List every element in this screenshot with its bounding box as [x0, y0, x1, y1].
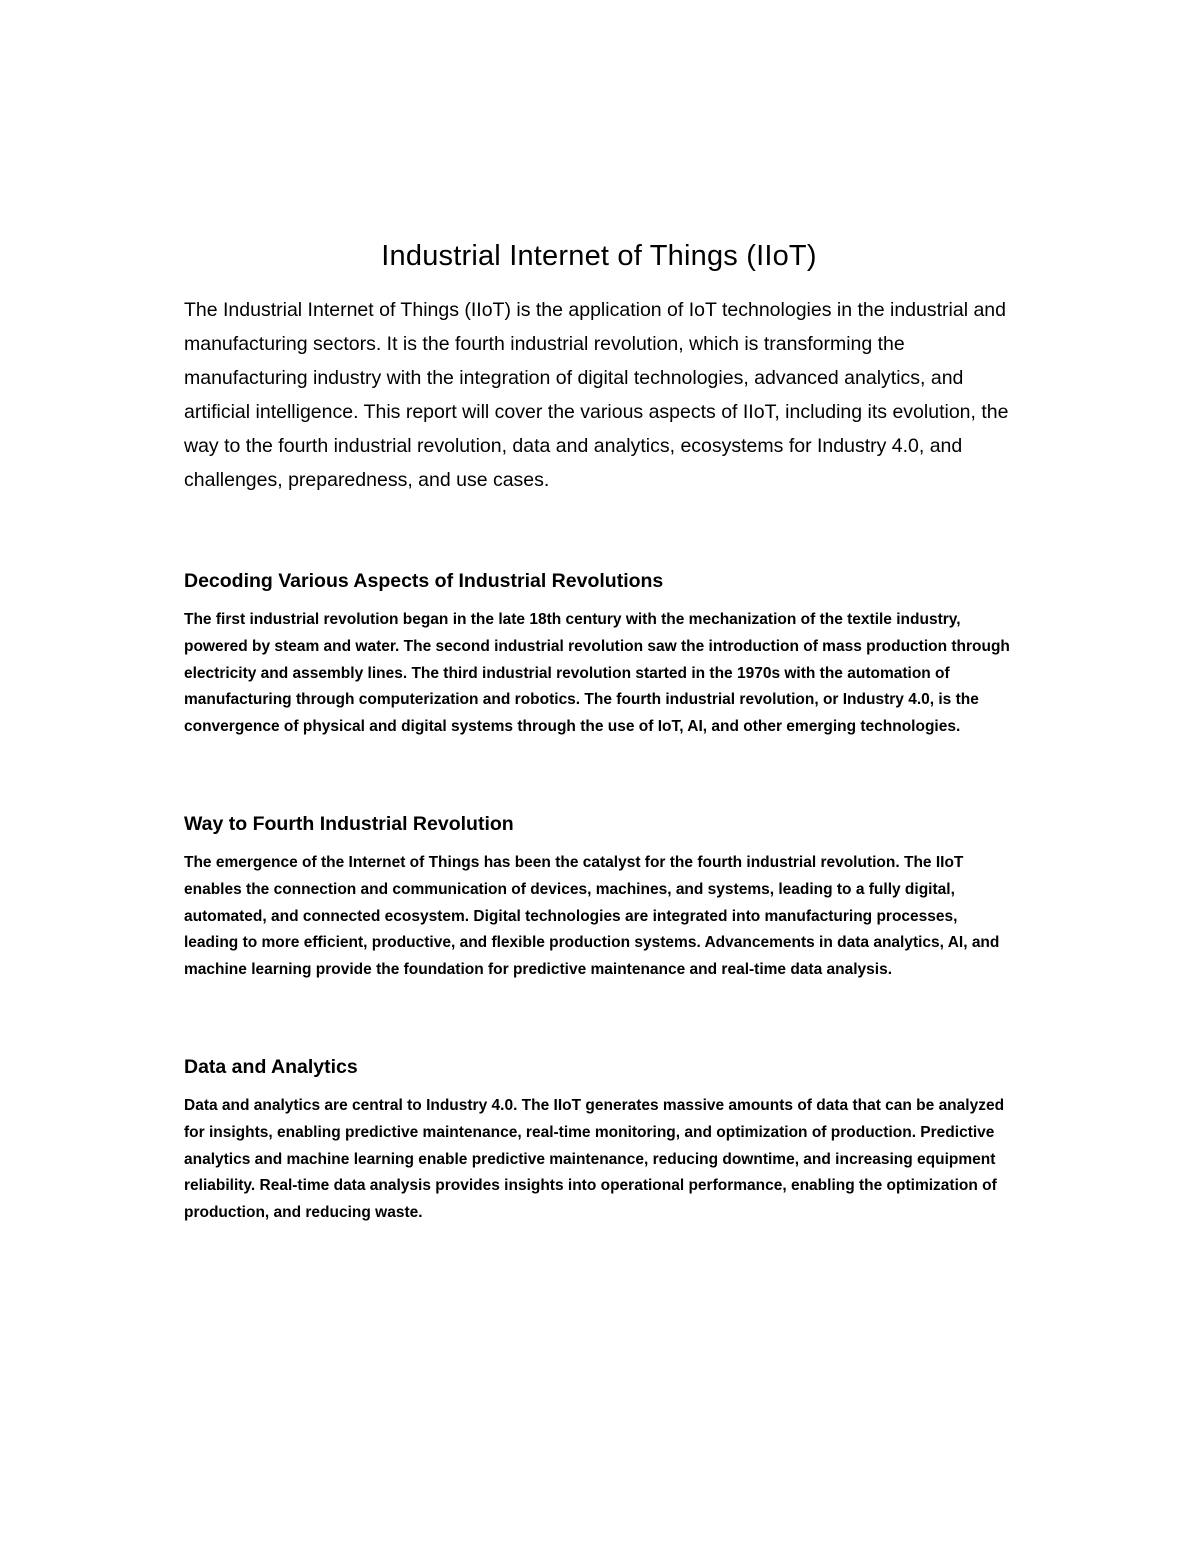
page-title: Industrial Internet of Things (IIoT) — [381, 240, 817, 272]
section-heading: Way to Fourth Industrial Revolution — [184, 812, 514, 835]
section-body: The emergence of the Internet of Things has been the catalyst for the fourth industrial revolution. The IIoT enables the connection and communication of devices, machines, and systems, leading to a fully digital, automated, and connected ecosystem. Digital technologies are integrated into manufacturing processes, leading to more efficient, productive, and flexible production systems. Advancements in data analytics, AI, and machine learning provide the foundation for predictive maintenance and real-time data analysis. — [184, 853, 1000, 979]
section-body: Data and analytics are central to Industry 4.0. The IIoT generates massive amounts of data that can be analyzed for insights, enabling predictive maintenance, real-time monitoring, and optimization of production. Predictive analytics and machine learning enable predictive maintenance, reducing downtime, and increasing equipment reliability. Real-time data analysis provides insights into operational performance, enabling the optimization of production, and reducing waste. — [184, 1096, 1005, 1222]
section-heading: Data and Analytics — [184, 1055, 358, 1078]
section-body: The first industrial revolution began in the late 18th century with the mechanization of the textile industry, powered by steam and water. The second industrial revolution saw the introduction of mass production through electricity and assembly lines. The third industrial revolution started in the 1970s with the automation of manufacturing through computerization and robotics. The fourth industrial revolution, or Industry 4.0, is the convergence of physical and digital systems through the use of IoT, AI, and other emerging technologies. — [184, 611, 1010, 736]
section-industrial-revolutions — [184, 567, 1014, 741]
section-fourth-revolution — [184, 810, 1014, 984]
section-data-analytics — [184, 1053, 1014, 1227]
document-content — [184, 236, 1014, 1227]
intro-paragraph: The Industrial Internet of Things (IIoT) is the application of IoT technologies in the industrial and manufacturing sectors. It is the fourth industrial revolution, which is transforming the manufacturing industry with the integration of digital technologies, advanced analytics, and artificial intelligence. This report will cover the various aspects of IIoT, including its evolution, the way to the fourth industrial revolution, data and analytics, ecosystems for Industry 4.0, and challenges, preparedness, and use cases. — [184, 299, 1009, 491]
section-heading: Decoding Various Aspects of Industrial Revolutions — [184, 570, 664, 592]
